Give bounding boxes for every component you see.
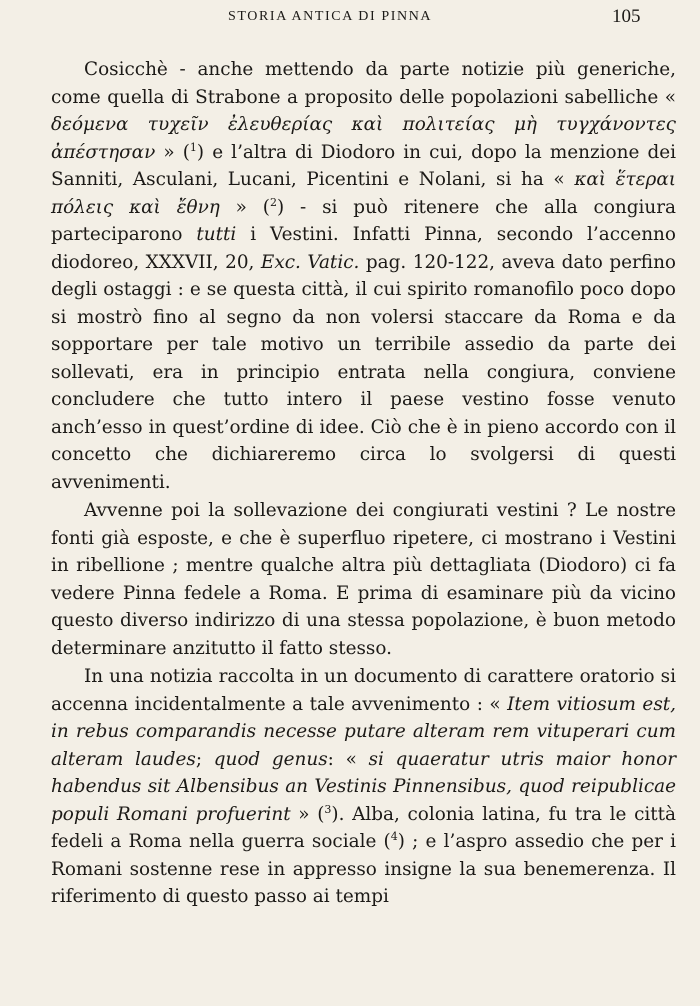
paragraph <box>51 497 676 662</box>
text-run: Cosicchè - anche mettendo da parte notizie più generiche, come quella di Strabone a proposito delle popolazioni sabelliche « <box>51 59 676 108</box>
text-run: » ( <box>155 141 190 163</box>
text-run: i Vestini. Infatti Pinna, secondo l’accenno diodoreo, XXXVII, 20, <box>51 224 676 273</box>
paragraph <box>51 663 676 911</box>
footnote-ref: 1 <box>189 140 197 154</box>
footnote-ref: 4 <box>390 829 398 843</box>
page-header <box>0 6 700 32</box>
footnote-ref: 3 <box>324 802 332 816</box>
italic-text: si quaeratur utris maior honor habendus sit Albensibus an Vestinis Pinnensibus, quod reipublicae populi Romani profuerint <box>51 748 677 825</box>
footnote-ref: 2 <box>269 195 277 209</box>
text-run: ) ; e l’aspro assedio che per i Romani sostenne rese in appresso insigne la sua benemerenza. Il riferimento di questo passo ai tempi <box>51 831 676 907</box>
text-run: ) - si può ritenere che alla congiura parteciparono <box>51 196 677 245</box>
running-head: STORIA ANTICA DI PINNA <box>228 9 433 24</box>
italic-text: καὶ ἕτεραι πόλεις καὶ ἔθνη <box>51 169 676 218</box>
text-run: » ( <box>290 803 325 825</box>
body-text <box>51 56 676 911</box>
text-run: ) e l’altra di Diodoro in cui, dopo la menzione dei Sanniti, Asculani, Lucani, Picentini e Nolani, si ha « <box>51 141 676 190</box>
text-run: » ( <box>219 196 270 218</box>
italic-text: Exc. Vatic. <box>260 251 360 273</box>
page-number: 105 <box>612 6 641 27</box>
text-run: ; <box>195 748 214 770</box>
text-run: ). Alba, colonia latina, fu tra le città fedeli a Roma nella guerra sociale ( <box>51 803 676 852</box>
paragraph <box>51 56 676 496</box>
text-run: Avvenne poi la sollevazione dei congiurati vestini ? Le nostre fonti già esposte, e che è superfluo ripetere, ci mostrano i Vestini in ribellione ; mentre qualche altra più dettagliata (Diodoro) ci fa vedere Pinna fedele a Roma. E prima di esaminare più da vicino questo diverso indirizzo di una stessa popolazione, è buon metodo determinare anzitutto il fatto stesso. <box>51 500 676 659</box>
italic-text: δεόμενα τυχεῖν ἐλευθερίας καὶ πολιτείας μὴ τυγχάνοντες ἀπέστησαν <box>51 114 676 163</box>
italic-text: tutti <box>196 224 237 245</box>
text-run: In una notizia raccolta in un documento di carattere oratorio si accenna incidentalmente a tale avvenimento : « <box>51 666 676 715</box>
text-run: pag. 120-122, aveva dato perfino degli ostaggi : e se questa città, il cui spirito romanofilo poco dopo si mostrò fino al segno da non volersi staccare da Roma e da sopportare per tale motivo un terribile assedio da parte dei sollevati, era in principio entrata nella congiura, conviene concludere che tutto intero il paese vestino fosse venuto anch’esso in quest’ordine di idee. Ciò che è in pieno accordo con il concetto che dichiareremo circa lo svolgersi di questi avvenimenti. <box>51 251 676 493</box>
text-run: : « <box>327 748 369 770</box>
italic-text: quod genus <box>213 748 328 770</box>
italic-text: Item vitiosum est, in rebus comparandis necesse putare alteram rem vituperari cum alteram laudes <box>51 693 676 770</box>
